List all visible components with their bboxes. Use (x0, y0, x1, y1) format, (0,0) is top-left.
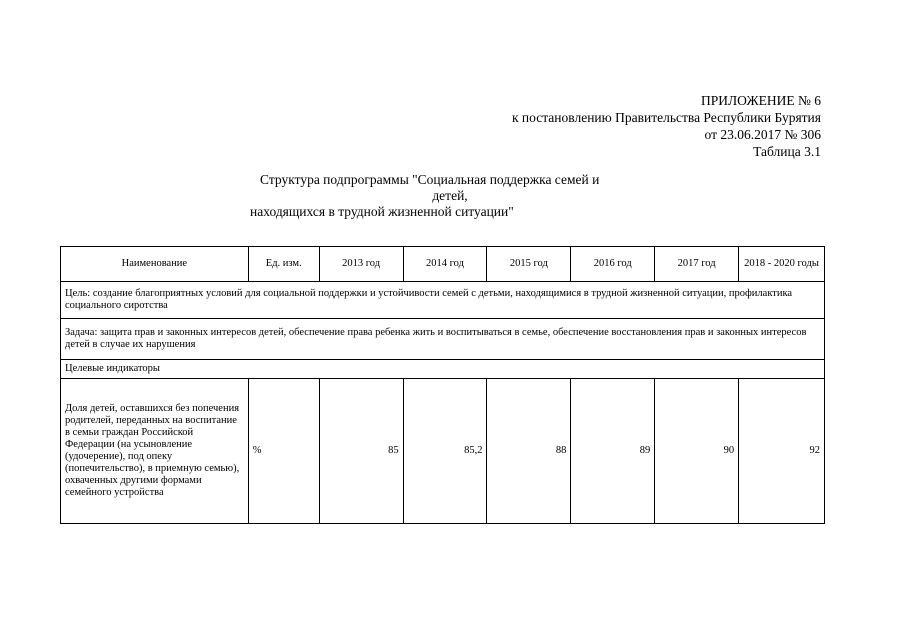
subprogram-structure-table (60, 246, 825, 524)
value-2016: 89 (571, 379, 655, 524)
task-cell: Задача: защита прав и законных интересов детей, обеспечение права ребенка жить и воспитываться в семье, обеспечение восстановления прав и законных интересов детей в случае их нарушения (61, 319, 825, 360)
title-line-2: детей, (432, 188, 468, 203)
appendix-number: ПРИЛОЖЕНИЕ № 6 (700, 93, 821, 108)
indicators-row (61, 360, 825, 379)
indicator-name: Доля детей, оставшихся без попечения родителей, переданных на воспитание в семьи граждан Российской Федерации (на усыновление (удочерение), под опеку (попечительство), в приемную семью), охваченных другими формами семейного устройства (61, 379, 249, 524)
title-line-3: находящихся в трудной жизненной ситуации" (250, 204, 514, 219)
resolution-reference: к постановлению Правительства Республики Бурятия (512, 110, 821, 125)
value-2017: 90 (655, 379, 739, 524)
indicator-unit: % (248, 379, 319, 524)
task-row (61, 319, 825, 360)
column-header-2015: 2015 год (487, 247, 571, 282)
value-2015: 88 (487, 379, 571, 524)
value-2013: 85 (319, 379, 403, 524)
indicators-label: Целевые индикаторы (61, 360, 825, 379)
table-header-row (61, 247, 825, 282)
column-header-2017: 2017 год (655, 247, 739, 282)
value-2014: 85,2 (403, 379, 487, 524)
column-header-2014: 2014 год (403, 247, 487, 282)
column-header-2018-2020: 2018 - 2020 годы (739, 247, 825, 282)
goal-row (61, 282, 825, 319)
column-header-2013: 2013 год (319, 247, 403, 282)
title-line-1: Структура подпрограммы "Социальная поддержка семей и (260, 172, 600, 187)
table-number: Таблица 3.1 (753, 144, 821, 159)
document-header (512, 92, 821, 160)
column-header-2016: 2016 год (571, 247, 655, 282)
value-2018-2020: 92 (739, 379, 825, 524)
column-header-name: Наименование (61, 247, 249, 282)
document-title (250, 172, 650, 220)
goal-cell: Цель: создание благоприятных условий для социальной поддержки и устойчивости семей с детьми, находящимися в трудной жизненной ситуации, профилактика социального сиротства (61, 282, 825, 319)
resolution-date: от 23.06.2017 № 306 (704, 127, 821, 142)
column-header-unit: Ед. изм. (248, 247, 319, 282)
table-row (61, 379, 825, 524)
